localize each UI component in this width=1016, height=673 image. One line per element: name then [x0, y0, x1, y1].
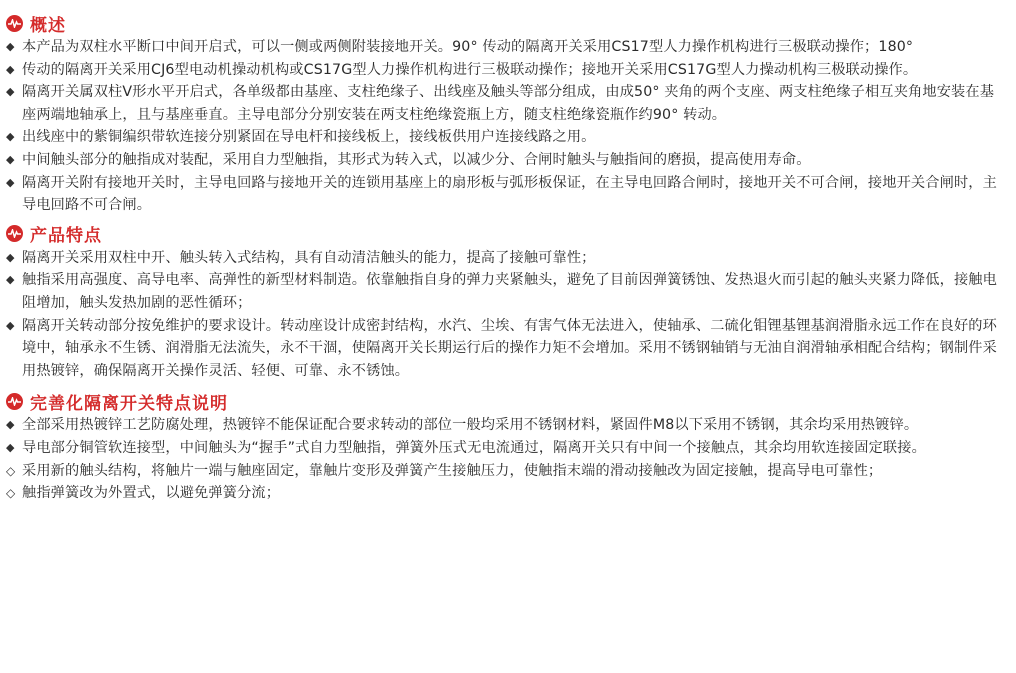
list-item-text: 全部采用热镀锌工艺防腐处理，热镀锌不能保证配合要求转动的部位一般均采用不锈钢材料，紧固件M8以下采用不锈钢，其余均采用热镀锌。	[22, 417, 919, 434]
list-item-text: 触指采用高强度、高导电率、高弹性的新型材料制造。依靠触指自身的弹力夹紧触头，避免了目前因弹簧锈蚀、发热退火而引起的触头夹紧力降低，接触电阻增加，触头发热加剧的恶性循环；	[22, 272, 997, 311]
list-item	[6, 59, 1008, 82]
overview-list	[6, 36, 1008, 217]
bullet-diamond-icon: ◆	[6, 40, 15, 53]
list-item-text: 传动的隔离开关采用CJ6型电动机操动机构或CS17G型人力操作机构进行三极联动操作；接地开关采用CS17G型人力操动机构三极联动操作。	[22, 61, 918, 78]
bullet-diamond-icon: ◆	[6, 250, 15, 264]
list-item	[6, 81, 1008, 126]
list-item-text: 出线座中的紫铜编织带软连接分别紧固在导电杆和接线板上，接线板供用户连接线路之用。	[22, 129, 596, 146]
section-header-improvements	[6, 388, 1008, 414]
list-item-text: 采用新的触头结构，将触片一端与触座固定，靠触片变形及弹簧产生接触压力，使触指末端的滑动接触改为固定接触，提高导电可靠性；	[22, 462, 883, 479]
list-item-text: 隔离开关转动部分按免维护的要求设计。转动座设计成密封结构，水汽、尘埃、有害气体无法进入，使轴承、二硫化钼锂基锂基润滑脂永远工作在良好的环境中，轴承永不生锈、润滑脂无法流失，永不干涸，使隔离开关长期运行后的操作力矩不会增加。采用不锈钢轴销与无油自润滑轴承相配合结构；钢制件采用热镀锌，确保隔离开关操作灵活、轻便、可靠、永不锈蚀。	[22, 317, 997, 379]
section-title: 概述	[30, 15, 66, 36]
bullet-open-diamond-icon: ◇	[6, 486, 16, 501]
bullet-diamond-icon: ◆	[6, 175, 15, 189]
bullet-diamond-icon: ◆	[6, 130, 15, 144]
list-item-text: 触指弹簧改为外置式，以避免弹簧分流；	[22, 485, 281, 502]
list-item	[6, 172, 1008, 217]
pulse-icon	[6, 393, 23, 410]
bullet-diamond-icon: ◆	[6, 152, 15, 166]
section-title: 产品特点	[30, 226, 102, 247]
list-item-text: 导电部分铜管软连接型，中间触头为“握手”式自力型触指，弹簧外压式无电流通过，隔离开关只有中间一个接触点，其余均用软连接固定联接。	[22, 439, 926, 456]
pulse-icon	[6, 225, 23, 242]
list-item	[6, 126, 1008, 149]
list-item	[6, 460, 1008, 483]
bullet-diamond-icon: ◆	[6, 85, 15, 99]
list-item	[6, 269, 1008, 314]
list-item-text: 隔离开关属双柱V形水平开启式，各单级都由基座、支柱绝缘子、出线座及触头等部分组成，由成50° 夹角的两个支座、两支柱绝缘子相互夹角地安装在基座两端地轴承上，且与基座垂直。主导电部分分别安装在两支柱绝缘瓷瓶上方，随支柱绝缘瓷瓶作约90° 转动。	[22, 84, 995, 123]
bullet-diamond-icon: ◆	[6, 418, 15, 432]
list-item	[6, 149, 1008, 172]
section-title: 完善化隔离开关特点说明	[30, 393, 228, 414]
bullet-diamond-icon: ◆	[6, 440, 15, 454]
section-header-features	[6, 221, 1008, 247]
pulse-icon	[6, 15, 23, 32]
list-item-text: 本产品为双柱水平断口中间开启式，可以一侧或两侧附装接地开关。90° 传动的隔离开关采用CS17型人力操作机构进行三极联动操作；180°	[22, 39, 914, 55]
list-item	[6, 247, 1008, 270]
list-item	[6, 36, 1008, 59]
list-item	[6, 315, 1008, 383]
list-item	[6, 437, 1008, 460]
list-item	[6, 482, 1008, 505]
bullet-open-diamond-icon: ◇	[6, 463, 16, 478]
list-item	[6, 414, 1008, 437]
bullet-diamond-icon: ◆	[6, 62, 15, 76]
bullet-diamond-icon: ◆	[6, 273, 15, 287]
features-list	[6, 247, 1008, 383]
list-item-text: 中间触头部分的触指成对装配，采用自力型触指，其形式为转入式，以减少分、合闸时触头与触指间的磨损，提高使用寿命。	[22, 151, 811, 168]
list-item-text: 隔离开关采用双柱中开、触头转入式结构，具有自动清洁触头的能力，提高了接触可靠性；	[22, 249, 596, 266]
list-item-text: 隔离开关附有接地开关时，主导电回路与接地开关的连锁用基座上的扇形板与弧形板保证，在主导电回路合闸时，接地开关不可合闸，接地开关合闸时，主导电回路不可合闸。	[22, 174, 997, 214]
bullet-diamond-icon: ◆	[6, 318, 15, 332]
section-header-overview	[6, 10, 1008, 36]
improvements-list	[6, 414, 1008, 504]
